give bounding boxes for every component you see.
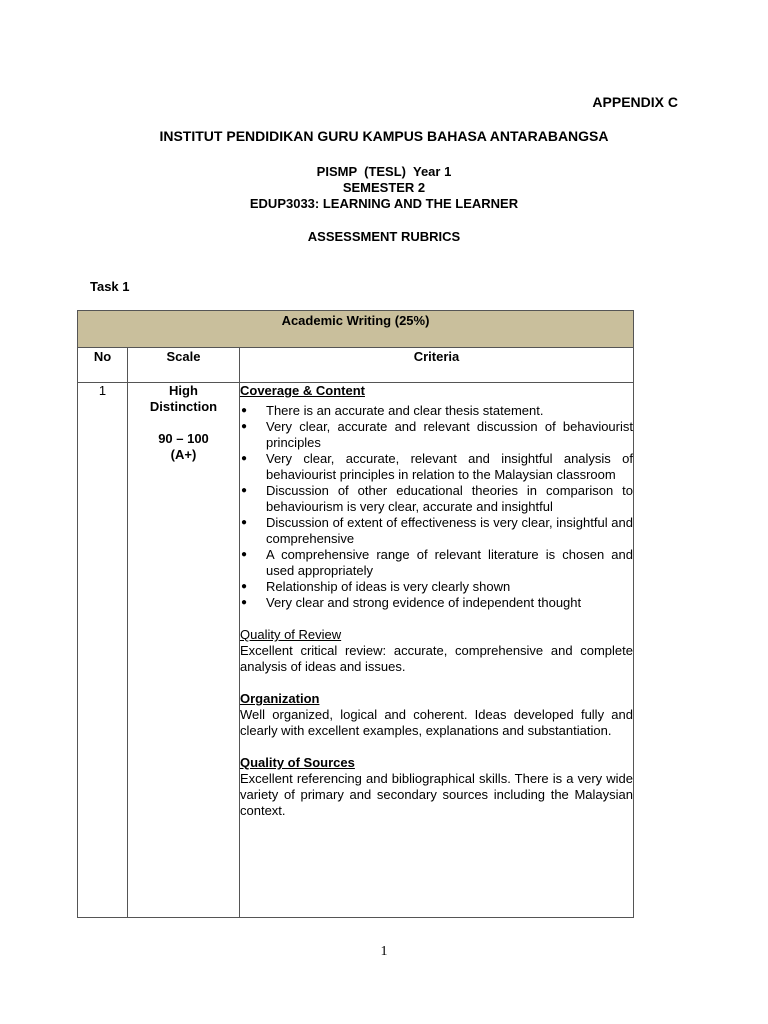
- scale-level: High: [169, 383, 198, 398]
- organization-heading: Organization: [240, 691, 320, 706]
- semester-line: SEMESTER 2: [342, 180, 426, 195]
- scale-grade: (A+): [170, 447, 197, 462]
- review-heading: Quality of Review: [240, 627, 342, 642]
- scale-level-2: Distinction: [149, 399, 218, 414]
- review-text: Excellent critical review: accurate, comprehensive and complete analysis of ideas and issues.: [240, 643, 633, 674]
- list-item: ● Discussion of extent of effectiveness is very clear, insightful and comprehensive: [240, 515, 633, 547]
- criteria-cell: [240, 383, 634, 918]
- organization-text: Well organized, logical and coherent. Ideas developed fully and clearly with excellent examples, explanations and substantiation.: [240, 707, 633, 738]
- table-row: [78, 383, 634, 918]
- column-header-row: [78, 348, 634, 383]
- document-title: ASSESSMENT RUBRICS: [307, 229, 461, 244]
- appendix-label: APPENDIX C: [592, 94, 678, 110]
- list-item: ● Very clear, accurate and relevant discussion of behaviourist principles: [240, 419, 633, 451]
- list-item: ● Very clear and strong evidence of independent thought: [240, 595, 633, 611]
- coverage-heading: Coverage & Content: [240, 383, 365, 398]
- list-item: ● A comprehensive range of relevant literature is chosen and used appropriately: [240, 547, 633, 579]
- sources-heading: Quality of Sources: [240, 755, 355, 770]
- table-title: Academic Writing (25%): [78, 311, 634, 348]
- column-header-scale: Scale: [128, 348, 240, 383]
- list-item: ● Relationship of ideas is very clearly shown: [240, 579, 633, 595]
- institution-title: INSTITUT PENDIDIKAN GURU KAMPUS BAHASA ANTARABANGSA: [159, 128, 609, 144]
- course-line: EDUP3033: LEARNING AND THE LEARNER: [249, 196, 519, 211]
- programme-line: PISMP (TESL) Year 1: [316, 164, 452, 179]
- page-number: 1: [380, 944, 388, 959]
- list-item: ● Very clear, accurate, relevant and insightful analysis of behaviourist principles in relation to the Malaysian classroom: [240, 451, 633, 483]
- column-header-no: No: [78, 348, 128, 383]
- list-item: ● There is an accurate and clear thesis statement.: [240, 403, 633, 419]
- rubric-table: [77, 310, 634, 918]
- task-label: Task 1: [90, 279, 130, 294]
- coverage-list: [240, 403, 633, 611]
- list-item: ● Discussion of other educational theories in comparison to behaviourism is very clear, accurate and insightful: [240, 483, 633, 515]
- scale-cell: [128, 383, 240, 918]
- row-number: 1: [78, 383, 128, 918]
- sources-text: Excellent referencing and bibliographical skills. There is a very wide variety of primary and secondary sources including the Malaysian context.: [240, 771, 633, 818]
- column-header-criteria: Criteria: [240, 348, 634, 383]
- scale-range: 90 – 100: [158, 431, 209, 446]
